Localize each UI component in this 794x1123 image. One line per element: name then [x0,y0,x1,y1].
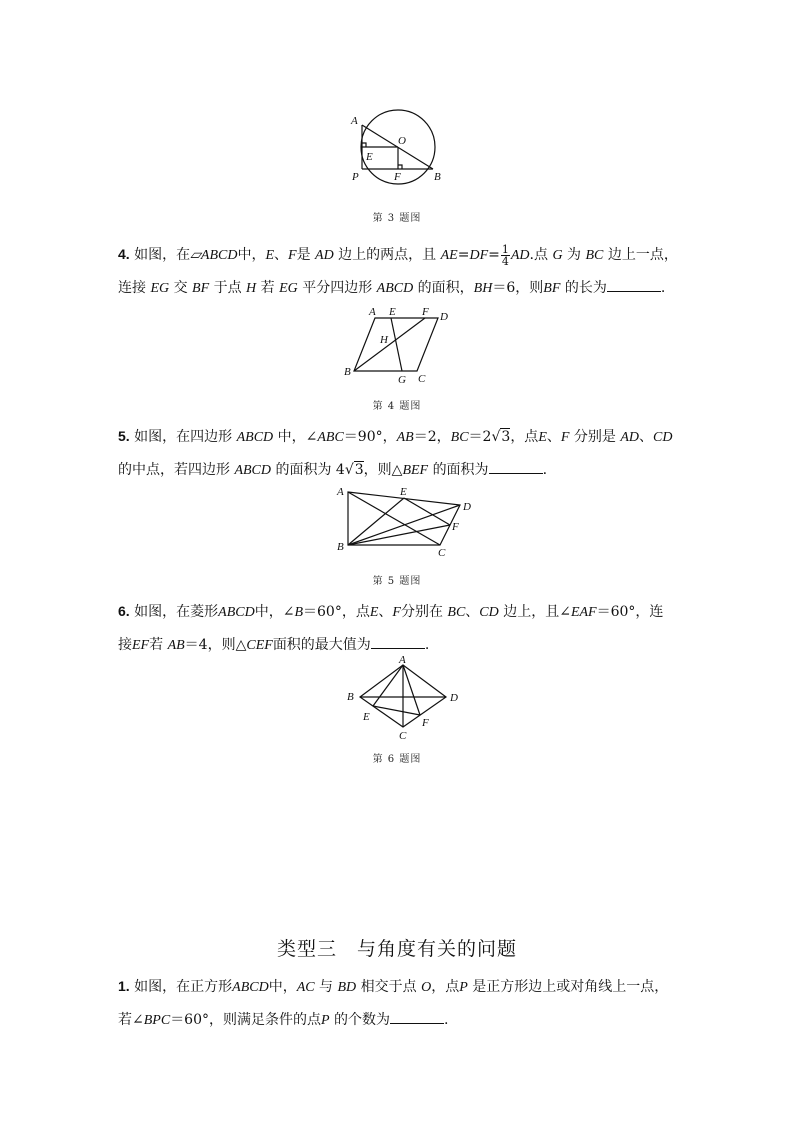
label-d: D [440,311,448,323]
figure-3-circle-diagram [340,108,450,188]
label-c: C [399,730,407,742]
label-f: F [452,521,459,533]
figure-4-parallelogram [340,303,455,388]
sqrt-sign: √ [491,429,501,445]
problem-6-line-1: 6. 如图，在菱形ABCD中，∠B＝60°，点E、F分别在 BC、CD 边上，且∠EAF＝60°，连 [118,603,664,620]
figure-6-caption: 第 6 题图 [372,754,422,765]
segment-ae [373,665,403,706]
problem-s3-1 [118,970,690,1037]
problem-5 [118,420,690,487]
problem-4 [118,238,690,305]
label-b: B [337,541,344,553]
answer-blank-s3-1[interactable] [390,1011,444,1024]
problem-s3-1-line-1: 1. 如图，在正方形ABCD中，AC 与 BD 相交于点 O，点P 是正方形边上或对角线上一点， [118,978,669,995]
answer-blank-4[interactable] [607,279,661,292]
label-o: O [398,135,406,147]
label-e: E [366,151,373,163]
label-d: D [463,501,471,513]
figure-6-rhombus [335,655,470,745]
label-b: B [344,366,351,378]
label-a: A [351,115,358,127]
segment-be [348,498,404,545]
segment-af [403,665,420,715]
problem-6 [118,595,690,662]
right-angle-mark-f [398,165,402,169]
segment-eg [391,318,402,371]
problem-6-line-2: 接EF若 AB＝4，则△CEF面积的最大值为 . [118,637,430,653]
label-d: D [450,692,458,704]
problem-4-line-2: 连接 EG 交 BF 于点 H 若 EG 平分四边形 ABCD 的面积，BH＝6，则BF 的长为 . [118,280,666,296]
answer-blank-6[interactable] [371,636,425,649]
label-f: F [422,717,429,729]
label-f: F [422,306,429,318]
label-a: A [337,486,344,498]
label-c: C [438,547,446,559]
label-h: H [380,334,388,346]
problem-4-line-1: 4. 如图，在▱ABCD中，E、F是 AD 边上的两点，且 AE=DF= $\frac{1}{4}$ AD.点 G 为 BC 边上一点， [118,242,678,268]
section-title: 类型三 与角度有关的问题 [276,938,517,960]
label-a: A [399,654,406,666]
figure-3-caption: 第 3 题图 [372,213,422,224]
label-b: B [347,691,354,703]
sqrt-sign: √ [344,462,354,478]
figure-5-caption: 第 5 题图 [372,576,422,587]
label-e: E [363,711,370,723]
label-g: G [398,374,406,386]
problem-5-line-2: 的中点，若四边形 ABCD 的面积为 4√3，则△BEF 的面积为 . [118,462,548,478]
right-angle-mark-e [362,143,366,147]
label-e: E [400,486,407,498]
answer-blank-5[interactable] [489,461,543,474]
fraction-one-quarter: $\frac{1}{4}$ [501,242,509,268]
problem-5-line-1: 5. 如图，在四边形 ABCD 中，∠ABC＝90°，AB＝2，BC＝2√3，点E、F 分别是 AD、CD [118,428,673,445]
label-a: A [369,306,376,318]
segment-ac [348,492,440,545]
figure-5-quadrilateral [330,482,480,562]
label-b: B [434,171,441,183]
label-f: F [394,171,401,183]
label-p: P [352,171,359,183]
label-c: C [418,373,426,385]
quadrilateral-abcd [348,492,460,545]
problem-s3-1-line-2: 若∠BPC＝60°，则满足条件的点P 的个数为 . [118,1012,449,1028]
label-e: E [389,306,396,318]
figure-4-caption: 第 4 题图 [372,401,422,412]
